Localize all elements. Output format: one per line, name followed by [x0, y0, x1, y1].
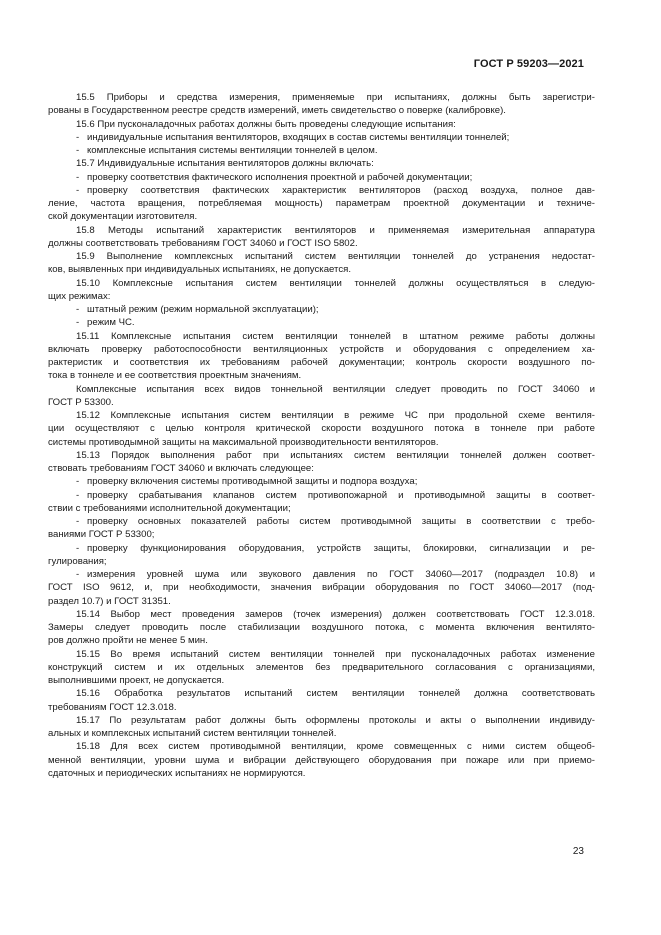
- text-line: ваниями ГОСТ Р 53300;: [48, 529, 155, 541]
- page-number: 23: [572, 846, 584, 857]
- standard-code: ГОСТ Р 59203—2021: [473, 58, 584, 70]
- text-line: 15.8 Методы испытаний характеристик вентиляторов и применяемая измерительная аппаратура: [76, 224, 595, 236]
- line-text: комплексные испытания системы вентиляции тоннелей в целом.: [87, 145, 378, 156]
- text-line: ской документации изготовителя.: [48, 211, 198, 223]
- text-line: 15.7 Индивидуальные испытания вентиляторов должны включать:: [76, 158, 374, 170]
- text-line: ции осуществляют с целью контроля критической скорости воздушного потока в тоннеле при работе: [48, 423, 595, 435]
- text-line: системы противодымной защиты на максимальной производительности вентиляторов.: [48, 436, 439, 448]
- list-item-line: [48, 144, 595, 157]
- list-item-line: [48, 515, 595, 528]
- line-text: проверку соответствия фактического исполнения проектной и рабочей документации;: [87, 171, 473, 183]
- text-line: 15.14 Выбор мест проведения замеров (точек измерения) должен соответствовать ГОСТ 12.3.018.: [76, 608, 595, 620]
- text-line: щих режимах:: [48, 290, 111, 302]
- text-line: Комплексные испытания всех видов тоннельной вентиляции следует проводить по ГОСТ 34060 и: [76, 383, 595, 395]
- list-dash: -: [76, 184, 80, 196]
- line-text: проверку срабатывания клапанов систем противопожарной и противодымной защиты в соответ-: [87, 489, 595, 501]
- text-line: 15.17 По результатам работ должны быть оформлены протоколы и акты о выполнении индивиду-: [76, 714, 595, 726]
- line-text: режим ЧС.: [87, 317, 135, 329]
- text-line: 15.16 Обработка результатов испытаний систем вентиляции тоннелей должна соответствовать: [76, 688, 595, 700]
- text-line: 15.9 Выполнение комплексных испытаний систем вентиляции тоннелей до устранения недостат-: [76, 251, 595, 262]
- text-line: требованиям ГОСТ 12.3.018.: [48, 701, 177, 713]
- list-item-line: [48, 184, 595, 197]
- list-item-line: [48, 316, 595, 329]
- text-line: 15.5 Приборы и средства измерения, применяемые при испытаниях, должны быть зарегистри-: [76, 92, 595, 103]
- text-line: 15.13 Порядок выполнения работ при испытаниях систем вентиляции тоннелей должен соответ-: [76, 449, 595, 461]
- text-line: раздел 10.7) и ГОСТ 31351.: [48, 595, 171, 607]
- line-text: измерения уровней шума или звукового давления по ГОСТ 34060—2017 (подраздел 10.8) и: [87, 569, 595, 580]
- list-item-line: [48, 171, 595, 184]
- list-item-line: [48, 303, 595, 316]
- text-line: 15.18 Для всех систем противодымной вентиляции, кроме совмещенных с ними систем общеоб-: [76, 741, 595, 753]
- list-dash: -: [76, 542, 80, 554]
- text-line: тока в тоннеле и ее соответствия проектным значениям.: [48, 370, 302, 382]
- line-text: проверку функционирования оборудования, устройств защиты, блокировки, сигнализации и ре-: [87, 542, 595, 554]
- list-dash: -: [76, 317, 80, 329]
- text-line: 15.15 Во время испытаний систем вентиляции тоннелей при пусконаладочных работах изменение: [76, 648, 595, 660]
- text-line: 15.12 Комплексные испытания систем вентиляции в режиме ЧС при продольной схеме вентиля-: [76, 410, 595, 421]
- list-dash: -: [76, 476, 80, 488]
- list-item-line: [48, 489, 595, 502]
- list-item-line: [48, 568, 595, 581]
- text-line: выполнившими проект, не допускается.: [48, 675, 225, 686]
- text-line: 15.11 Комплексные испытания систем вентиляции тоннелей в штатном режиме работы должны: [76, 330, 595, 342]
- text-line: конструкций систем и их отдельных элементов без предварительного согласования с организациями,: [48, 661, 595, 673]
- list-item-line: [48, 131, 595, 144]
- list-dash: -: [76, 569, 80, 580]
- line-text: индивидуальные испытания вентиляторов, входящих в состав системы вентиляции тоннелей;: [87, 131, 510, 143]
- text-line: 15.6 При пусконаладочных работах должны быть проведены следующие испытания:: [76, 118, 456, 130]
- text-line: ГОСТ ISO 9612, и, при необходимости, значения вибрации оборудования по ГОСТ 34060—2017 (под-: [48, 582, 595, 594]
- text-line: ГОСТ Р 53300.: [48, 396, 114, 408]
- list-item-line: [48, 542, 595, 555]
- text-line: должны соответствовать требованиям ГОСТ 34060 и ГОСТ ISO 5802.: [48, 237, 358, 249]
- line-text: штатный режим (режим нормальной эксплуатации);: [87, 304, 319, 315]
- line-text: проверку основных показателей работы систем противодымной защиты в соответствии с требо-: [87, 516, 595, 527]
- list-dash: -: [76, 171, 80, 183]
- list-dash: -: [76, 304, 80, 315]
- text-line: сдаточных и периодических испытаниях не нормируются.: [48, 767, 306, 779]
- line-text: проверку соответствия фактических характеристик вентиляторов (расход воздуха, полное дав-: [87, 184, 595, 196]
- text-line: рованы в Государственном реестре средств измерений, иметь свидетельство о поверке (калибровке).: [48, 105, 506, 117]
- line-text: проверку включения системы противодымной защиты и подпора воздуха;: [87, 476, 418, 488]
- text-line: ствии с требованиями исполнительной документации;: [48, 502, 291, 514]
- text-line: альных и комплексных испытаний систем вентиляции тоннелей.: [48, 728, 337, 739]
- list-dash: -: [76, 489, 80, 501]
- text-line: 15.10 Комплексные испытания систем вентиляции тоннелей должны осуществляться в следую-: [76, 277, 595, 289]
- list-dash: -: [76, 131, 80, 143]
- text-line: ствовать требованиям ГОСТ 34060 и включать следующее:: [48, 463, 314, 474]
- text-line: менной вентиляции, уровни шума и вибрации действующего оборудования при пожаре или при приемо-: [48, 754, 595, 766]
- list-dash: -: [76, 145, 80, 156]
- list-item-line: [48, 475, 595, 488]
- text-line: рактеристик и соответствия их требованиям рабочей документации; контроль скорости воздушного по-: [48, 357, 595, 368]
- text-line: включать проверку работоспособности вентиляционных устройств и оборудования с определением ха-: [48, 343, 595, 355]
- text-line: ление, частота вращения, потребляемая мощность) параметрам проектной документации и техниче-: [48, 198, 595, 209]
- text-line: гулирования;: [48, 555, 107, 567]
- body-text: [48, 91, 595, 780]
- list-dash: -: [76, 516, 80, 527]
- text-line: ров должно пройти не менее 5 мин.: [48, 635, 208, 647]
- text-line: Замеры следует проводить после стабилизации воздушного потока, с момента включения вентилято-: [48, 622, 595, 633]
- text-line: ков, выявленных при индивидуальных испытаниях, не допускается.: [48, 264, 351, 276]
